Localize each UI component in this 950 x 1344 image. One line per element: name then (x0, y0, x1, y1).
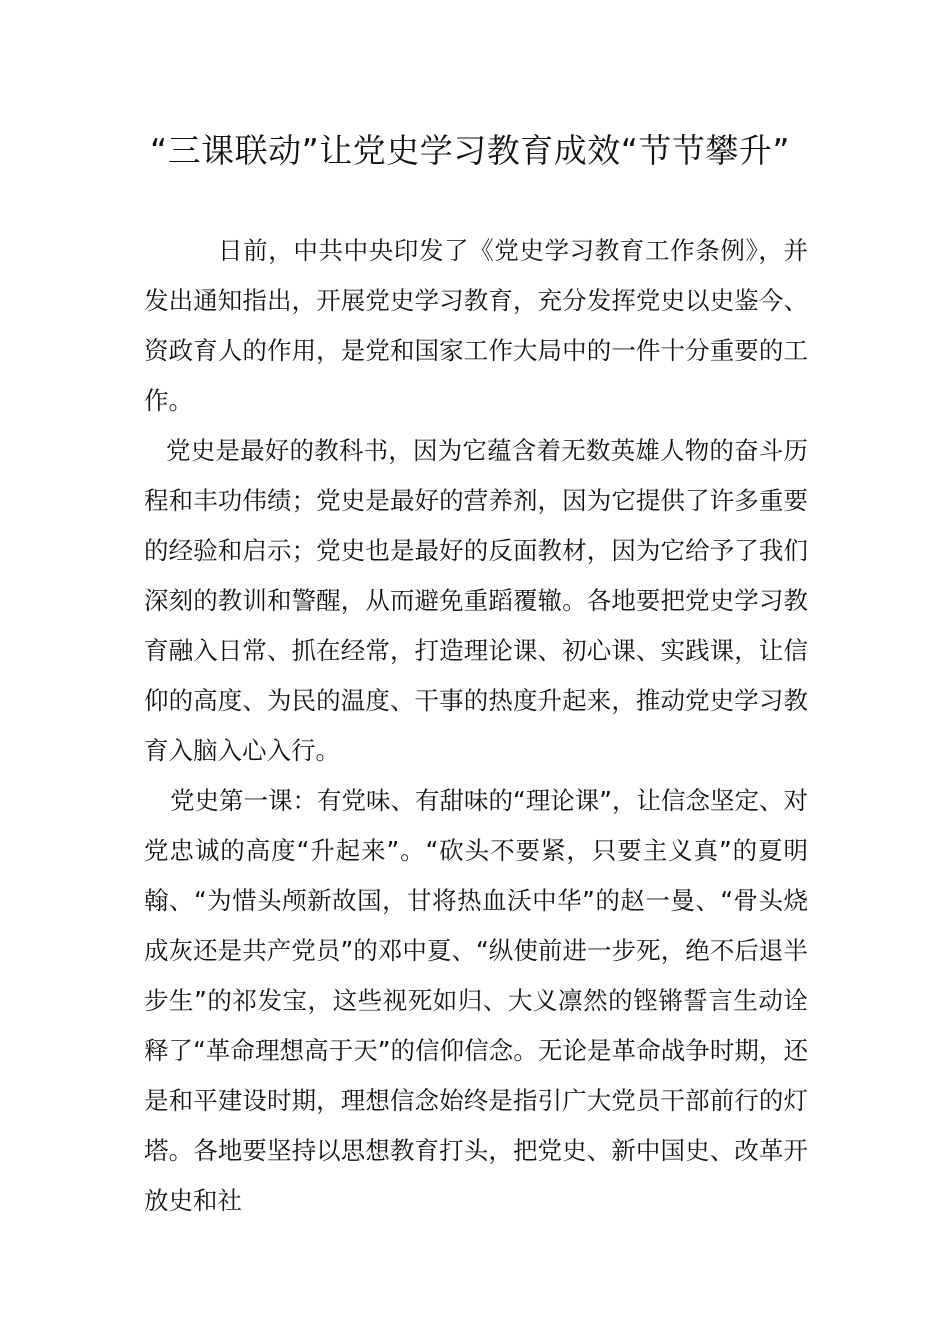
paragraph-intro: 日前，中共中央印发了《党史学习教育工作条例》，并发出通知指出，开展党史学习教育，充分发挥党史以史鉴今、资政育人的作用，是党和国家工作大局中的一件十分重要的工作。 (144, 236, 808, 415)
document-title: “三课联动”让党史学习教育成效“节节攀升” (150, 131, 790, 170)
document-body (144, 226, 808, 1226)
paragraph-party-history: 党史是最好的教科书，因为它蕴含着无数英雄人物的奋斗历程和丰功伟绩；党史是最好的营养剂，因为它提供了许多重要的经验和启示；党史也是最好的反面教材，因为它给予了我们深刻的教训和警醒，从而避免重蹈覆辙。各地要把党史学习教育融入日常、抓在经常，打造理论课、初心课、实践课，让信仰的高度、为民的温度、干事的热度升起来，推动党史学习教育入脑入心入行。 (144, 436, 808, 765)
paragraph-first-lesson: 党史第一课：有党味、有甜味的“理论课”，让信念坚定、对党忠诚的高度“升起来”。“砍头不要紧，只要主义真”的夏明翰、“为惜头颅新故国，甘将热血沃中华”的赵一曼、“骨头烧成灰还是共产党员”的邓中夏、“纵使前进一步死，绝不后退半步生”的祁发宝，这些视死如归、大义凛然的铿锵誓言生动诠释了“革命理想高于天”的信仰信念。无论是革命战争时期，还是和平建设时期，理想信念始终是指引广大党员干部前行的灯塔。各地要坚持以思想教育打头，把党史、新中国史、改革开放史和社 (144, 786, 808, 1215)
